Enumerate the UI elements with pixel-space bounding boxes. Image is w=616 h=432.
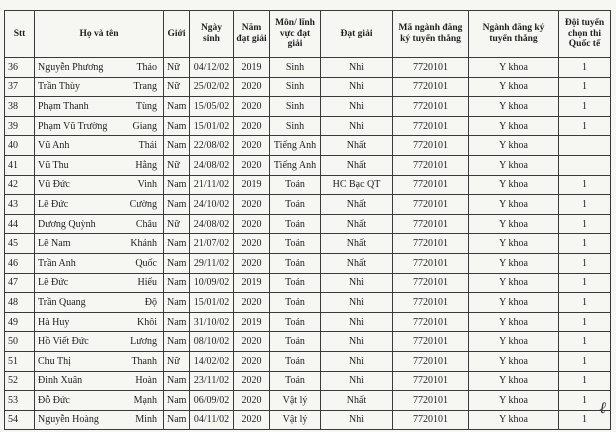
cell-code: 7720101 [393,175,469,195]
cell-given-name: Vinh [137,179,157,191]
cell-stt: 47 [5,273,35,293]
cell-dob: 24/10/02 [190,195,234,215]
cell-prize: Nhất [321,253,393,273]
cell-stt: 51 [5,351,35,371]
cell-prize: Nhì [321,312,393,332]
cell-dob: 25/02/02 [190,77,234,97]
cell-gender: Nam [164,116,190,136]
cell-family-name: Vũ Anh [38,140,70,152]
cell-name [35,234,164,254]
cell-family-name: Vũ Thu [38,159,69,171]
cell-family-name: Trần Thùy [38,81,80,93]
cell-given-name: Trang [133,81,157,93]
cell-gender: Nữ [164,58,190,78]
cell-stt: 36 [5,58,35,78]
cell-major: Y khoa [469,351,559,371]
cell-code: 7720101 [393,391,469,411]
cell-subject: Toán [270,332,321,352]
table-row [5,58,611,78]
cell-given-name: Minh [135,414,157,426]
table-row [5,97,611,117]
cell-stt: 48 [5,293,35,313]
cell-given-name: Quốc [135,257,157,269]
cell-name [35,410,164,430]
table-row [5,410,611,430]
cell-given-name: Châu [135,218,157,230]
cell-subject: Tiếng Anh [270,155,321,175]
cell-name [35,273,164,293]
cell-year: 2020 [234,195,270,215]
cell-name [35,293,164,313]
cell-major: Y khoa [469,214,559,234]
cell-team: 1 [559,273,611,293]
cell-stt: 43 [5,195,35,215]
cell-major: Y khoa [469,58,559,78]
cell-given-name: Mạnh [133,394,157,406]
table-row [5,253,611,273]
handwritten-mark: ℓ [599,400,606,417]
header-prize: Đạt giải [321,11,393,58]
cell-given-name: Thảo [136,61,157,73]
cell-dob: 23/11/02 [190,371,234,391]
cell-given-name: Khôi [137,316,157,328]
cell-code: 7720101 [393,253,469,273]
cell-prize: Nhì [321,58,393,78]
cell-subject: Toán [270,351,321,371]
cell-given-name: Khánh [130,238,157,250]
cell-dob: 04/12/02 [190,58,234,78]
table-row [5,136,611,156]
cell-prize: Nhì [321,97,393,117]
cell-given-name: Cường [129,198,157,210]
cell-team: 1 [559,293,611,313]
table-row [5,391,611,411]
cell-major: Y khoa [469,234,559,254]
cell-subject: Toán [270,371,321,391]
cell-subject: Tiếng Anh [270,136,321,156]
cell-prize: Nhất [321,214,393,234]
cell-subject: Vật lý [270,410,321,430]
cell-name [35,253,164,273]
cell-name [35,58,164,78]
header-code: Mã ngành đăng ký tuyển thẳng [393,11,469,58]
cell-year: 2020 [234,371,270,391]
table-row [5,371,611,391]
cell-team: 1 [559,214,611,234]
cell-prize: Nhất [321,155,393,175]
cell-major: Y khoa [469,195,559,215]
cell-subject: Toán [270,293,321,313]
cell-major: Y khoa [469,312,559,332]
cell-given-name: Thái [138,140,157,152]
cell-team: 1 [559,312,611,332]
cell-major: Y khoa [469,77,559,97]
cell-dob: 24/08/02 [190,214,234,234]
cell-subject: Toán [270,273,321,293]
cell-stt: 41 [5,155,35,175]
cell-family-name: Trần Anh [38,257,76,269]
cell-team: 1 [559,77,611,97]
cell-major: Y khoa [469,97,559,117]
cell-prize: Nhì [321,273,393,293]
cell-gender: Nữ [164,351,190,371]
cell-year: 2019 [234,273,270,293]
cell-year: 2020 [234,253,270,273]
cell-major: Y khoa [469,155,559,175]
cell-subject: Toán [270,253,321,273]
header-name: Họ và tên [35,11,164,58]
cell-code: 7720101 [393,155,469,175]
cell-dob: 31/10/02 [190,312,234,332]
cell-subject: Toán [270,175,321,195]
cell-gender: Nam [164,253,190,273]
cell-subject: Sinh [270,97,321,117]
cell-team [559,155,611,175]
table-row [5,175,611,195]
header-dob: Ngày sinh [190,11,234,58]
table-row [5,214,611,234]
cell-subject: Sinh [270,116,321,136]
cell-gender: Nữ [164,155,190,175]
cell-year: 2020 [234,155,270,175]
cell-subject: Vật lý [270,391,321,411]
cell-year: 2020 [234,136,270,156]
cell-year: 2020 [234,410,270,430]
table-header-row [5,11,611,58]
cell-given-name: Thanh [131,355,157,367]
cell-prize: Nhất [321,195,393,215]
cell-family-name: Lê Đức [38,198,69,210]
header-stt: Stt [5,11,35,58]
cell-prize: Nhất [321,234,393,254]
cell-gender: Nam [164,97,190,117]
cell-gender: Nữ [164,214,190,234]
cell-family-name: Dương Quỳnh [38,218,96,230]
cell-dob: 24/08/02 [190,155,234,175]
cell-code: 7720101 [393,97,469,117]
header-team: Đội tuyển chọn thi Quốc tế [559,11,611,58]
cell-year: 2019 [234,58,270,78]
cell-dob: 21/07/02 [190,234,234,254]
cell-stt: 50 [5,332,35,352]
table-row [5,77,611,97]
cell-team: 1 [559,97,611,117]
cell-stt: 38 [5,97,35,117]
cell-stt: 40 [5,136,35,156]
cell-given-name: Lương [130,336,157,348]
cell-gender: Nam [164,391,190,411]
cell-gender: Nam [164,371,190,391]
cell-gender: Nam [164,410,190,430]
cell-major: Y khoa [469,253,559,273]
cell-major: Y khoa [469,371,559,391]
cell-dob: 15/01/02 [190,116,234,136]
cell-code: 7720101 [393,214,469,234]
cell-code: 7720101 [393,77,469,97]
cell-family-name: Đỗ Đức [38,394,70,406]
cell-dob: 14/02/02 [190,351,234,371]
header-gender: Giới [164,11,190,58]
cell-given-name: Hằng [135,159,157,171]
cell-code: 7720101 [393,234,469,254]
cell-name [35,312,164,332]
cell-given-name: Độ [144,296,157,308]
table-row [5,293,611,313]
header-year: Năm đạt giải [234,11,270,58]
cell-gender: Nam [164,136,190,156]
cell-family-name: Lê Nam [38,238,71,250]
cell-name [35,351,164,371]
cell-given-name: Hoàn [135,375,157,387]
cell-stt: 37 [5,77,35,97]
table-row [5,273,611,293]
cell-family-name: Đinh Xuân [38,375,83,387]
cell-dob: 15/01/02 [190,293,234,313]
cell-family-name: Phạm Vũ Trường [38,120,108,132]
cell-stt: 52 [5,371,35,391]
cell-family-name: Hà Huy [38,316,70,328]
cell-dob: 15/05/02 [190,97,234,117]
cell-given-name: Tùng [135,100,157,112]
cell-dob: 22/08/02 [190,136,234,156]
cell-team: 1 [559,391,611,411]
cell-stt: 39 [5,116,35,136]
cell-prize: Nhì [321,332,393,352]
cell-major: Y khoa [469,273,559,293]
results-table [4,10,611,430]
cell-team: 1 [559,175,611,195]
cell-code: 7720101 [393,293,469,313]
cell-year: 2020 [234,116,270,136]
cell-major: Y khoa [469,332,559,352]
cell-year: 2020 [234,97,270,117]
table-row [5,312,611,332]
cell-gender: Nam [164,273,190,293]
cell-gender: Nam [164,332,190,352]
cell-team: 1 [559,371,611,391]
table-row [5,234,611,254]
cell-code: 7720101 [393,58,469,78]
cell-family-name: Lê Đức [38,277,69,289]
cell-name [35,195,164,215]
cell-given-name: Hiếu [137,277,157,289]
cell-code: 7720101 [393,410,469,430]
cell-name [35,136,164,156]
cell-stt: 54 [5,410,35,430]
cell-team: 1 [559,58,611,78]
cell-code: 7720101 [393,136,469,156]
cell-major: Y khoa [469,136,559,156]
table-row [5,155,611,175]
cell-dob: 08/10/02 [190,332,234,352]
cell-subject: Toán [270,214,321,234]
cell-dob: 29/11/02 [190,253,234,273]
cell-team: 1 [559,351,611,371]
cell-name [35,97,164,117]
cell-name [35,371,164,391]
cell-name [35,391,164,411]
cell-name [35,332,164,352]
cell-gender: Nam [164,195,190,215]
cell-team: 1 [559,410,611,430]
cell-stt: 46 [5,253,35,273]
cell-family-name: Vũ Đức [38,179,70,191]
cell-subject: Toán [270,312,321,332]
cell-gender: Nữ [164,77,190,97]
cell-family-name: Chu Thị [38,355,71,367]
table-row [5,351,611,371]
cell-year: 2020 [234,234,270,254]
cell-prize: Nhì [321,371,393,391]
cell-gender: Nam [164,175,190,195]
cell-family-name: Nguyễn Phương [38,61,104,73]
cell-name [35,155,164,175]
cell-given-name: Giang [132,120,157,132]
cell-year: 2020 [234,332,270,352]
cell-team: 1 [559,195,611,215]
cell-subject: Toán [270,195,321,215]
cell-name [35,116,164,136]
cell-major: Y khoa [469,410,559,430]
cell-code: 7720101 [393,116,469,136]
cell-stt: 42 [5,175,35,195]
cell-prize: Nhì [321,116,393,136]
cell-gender: Nam [164,234,190,254]
cell-major: Y khoa [469,391,559,411]
cell-subject: Sinh [270,58,321,78]
table-row [5,116,611,136]
cell-code: 7720101 [393,312,469,332]
cell-stt: 44 [5,214,35,234]
cell-year: 2020 [234,391,270,411]
cell-code: 7720101 [393,332,469,352]
table-row [5,195,611,215]
cell-year: 2020 [234,214,270,234]
cell-subject: Toán [270,234,321,254]
cell-team: 1 [559,253,611,273]
cell-name [35,77,164,97]
cell-team: 1 [559,116,611,136]
cell-prize: HC Bạc QT [321,175,393,195]
cell-prize: Nhì [321,410,393,430]
cell-dob: 04/11/02 [190,410,234,430]
cell-prize: Nhất [321,136,393,156]
cell-code: 7720101 [393,273,469,293]
cell-major: Y khoa [469,293,559,313]
cell-prize: Nhì [321,293,393,313]
cell-name [35,214,164,234]
cell-stt: 45 [5,234,35,254]
cell-year: 2020 [234,293,270,313]
cell-dob: 21/11/02 [190,175,234,195]
header-major: Ngành đăng ký tuyển thẳng [469,11,559,58]
cell-year: 2019 [234,175,270,195]
table-row [5,332,611,352]
cell-team: 1 [559,332,611,352]
cell-team: 1 [559,234,611,254]
cell-gender: Nam [164,312,190,332]
cell-dob: 10/09/02 [190,273,234,293]
cell-stt: 49 [5,312,35,332]
cell-code: 7720101 [393,351,469,371]
cell-family-name: Nguyễn Hoàng [38,414,99,426]
cell-year: 2019 [234,312,270,332]
cell-gender: Nam [164,293,190,313]
cell-prize: Nhì [321,351,393,371]
cell-major: Y khoa [469,175,559,195]
cell-name [35,175,164,195]
cell-prize: Nhì [321,77,393,97]
cell-year: 2020 [234,351,270,371]
cell-team [559,136,611,156]
cell-stt: 53 [5,391,35,411]
cell-dob: 06/09/02 [190,391,234,411]
cell-code: 7720101 [393,371,469,391]
header-subject: Môn/ lĩnh vực đạt giải [270,11,321,58]
cell-year: 2020 [234,77,270,97]
cell-major: Y khoa [469,116,559,136]
cell-prize: Nhất [321,391,393,411]
cell-code: 7720101 [393,195,469,215]
cell-subject: Sinh [270,77,321,97]
cell-family-name: Hồ Viết Đức [38,336,89,348]
cell-family-name: Trần Quang [38,296,86,308]
cell-family-name: Phạm Thanh [38,100,89,112]
